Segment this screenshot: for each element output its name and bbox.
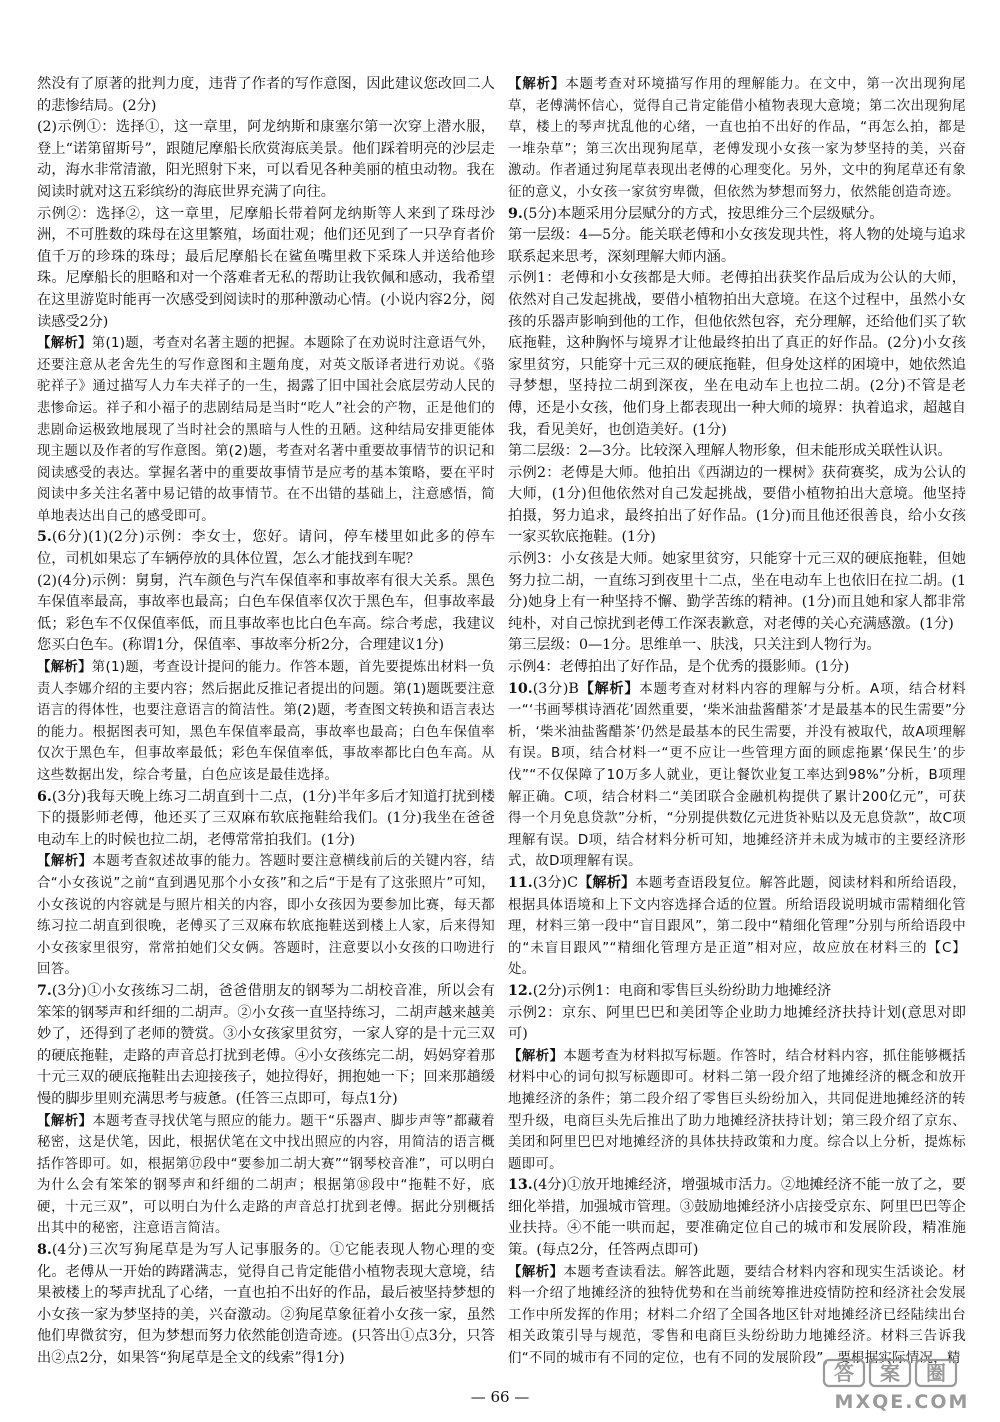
analysis-tag: 【解析】 <box>37 1113 93 1129</box>
paragraph-text: 本题考查为材料拟写标题。作答时，结合材料内容，抓住能够概括材料中心的词句拟写标题即可。材料二第一段介绍了地摊经济的概念和放开地摊经济的条件；第二段介绍了零售巨头纷纷加入，共同促进地摊经济的转型升级，电商巨头先后推出了助力地摊经济扶持计划；第三段介绍了京东、美团和阿里巴巴对地摊经济的具体扶持政策和力度。综合以上分析，提炼标题即可。 <box>508 1048 967 1172</box>
question-number: 12. <box>508 982 533 999</box>
answer-paragraph <box>508 1003 966 1046</box>
paragraph-text: (6分)(1)(2分)示例：李女士，您好。请问，停车楼里如此多的停车位，司机如果忘了车辆停放的具体位置，怎么才能找到车呢？ <box>37 529 495 568</box>
svg-text:案: 案 <box>880 1361 900 1385</box>
svg-text:MXQE.COM: MXQE.COM <box>834 1391 970 1413</box>
answer-item <box>508 204 966 226</box>
answer-paragraph <box>508 635 966 657</box>
paragraph-text: 本题考查读看法。解答此题，要结合材料内容和现实生活谈论。材料一介绍了地摊经济的独特优势和在当前统筹推进疫情防控和经济社会发展工作中所发挥的作用；材料二介绍了全国各地区针对地摊经济已经陆续出台相关政策引导与规范，零售和电商巨头纷纷助力地摊经济。材料三告诉我们“不同的城市有不同的定位，也有不同的发展阶段”，要根据实际情况，精 <box>508 1264 967 1367</box>
question-number: 7. <box>37 982 52 999</box>
paragraph-text: 本题考查寻找伏笔与照应的能力。题干“乐器声、脚步声等”都藏着秘密，这是伏笔，因此，根据伏笔在文中找出照应的内容，用简洁的语言概括作答即可。如，根据第⑰段中“要参加二胡大赛”“钢琴校音准”，可以明白为什么会有笨笨的钢琴声和纤细的二胡声；根据第⑱段中“拖鞋不好，底硬，十元三双”，可以明白为什么走路的声音总打扰到老傅。据此分别概括出其中的秘密，注意语言简洁。 <box>37 1113 495 1237</box>
analysis-tag: 【解析】 <box>508 1264 564 1280</box>
paragraph-text: (2分)示例1：电商和零售巨头纷纷助力地摊经济 <box>532 982 832 999</box>
answer-paragraph <box>37 117 495 203</box>
answer-paragraph <box>37 74 495 117</box>
answer-paragraph <box>508 268 966 441</box>
paragraph-text: (3分)①小女孩练习二胡，爸爸借朋友的钢琴为二胡校音准，所以会有笨笨的钢琴声和纤细的二胡声。②小女孩一直坚持练习，二胡声越来越美妙了，还得到了老师的赞赏。③小女孩家里贫穷，一家人穿的是十元三双的硬底拖鞋，走路的声音总打扰到老傅。④小女孩练完二胡，妈妈穿着那十元三双的硬底拖鞋出去迎接孩子，她拉得好，拥抱她一下；回来那趟缓慢的脚步里则充满思考与疲惫。(任答三点即可，每点1分) <box>37 982 495 1107</box>
question-number: 11. <box>508 874 533 891</box>
question-number: 10. <box>508 680 533 697</box>
answer-item <box>37 787 495 852</box>
paragraph-text: 第(1)题，考查设计提问的能力。作答本题，首先要提炼出材料一负责人李娜介绍的主要内容；然后据此反推记者提出的问题。第(1)题既要注意语言的得体性，也要注意语言的简洁性。第(2)题，考查图文转换和语言表达的能力。根据图表可知，黑色车保值率最高，事故率也最高；白色车保值率仅次于黑色车，但事故率最低；彩色车保值率低，事故率都比白色车高。从这些数据出发，综合考量，白色应该是最佳选择。 <box>37 660 496 783</box>
paragraph-text: 本题考查叙述故事的能力。答题时要注意横线前后的关键内容，结合“小女孩说”之前“直到遇见那个小女孩”和之后“于是有了这张照片”可知，小女孩说的内容就是与照片相关的内容，即小女孩因为要参加比赛，每天都练习拉二胡直到很晚，老傅买了三双麻布软底拖鞋送到楼上人家，后来得知小女孩家里很穷，常常拍她们父女俩。答题时，注意要以小女孩的口吻进行回答。 <box>37 854 496 978</box>
paragraph-text: 第二层级：2—3分。比较深入理解人物形象，但未能形成关联性认识。 <box>508 443 952 460</box>
answer-item <box>37 1240 495 1370</box>
analysis-paragraph <box>37 657 495 787</box>
answer-item <box>508 679 966 873</box>
analysis-paragraph <box>37 1111 495 1241</box>
question-number: 8. <box>37 1242 52 1259</box>
answer-paragraph <box>37 571 495 657</box>
paragraph-text: (4分)①放开地摊经济，增强城市活力。②地摊经济不能一放了之，要细化举措，加强城市管理。③鼓励地摊经济小店接受京东、阿里巴巴等企业扶持。④不能一哄而起，要准确定位自己的城市和发展阶段，精准施策。(每点2分，任答两点即可) <box>508 1177 966 1259</box>
answer-paragraph <box>508 441 966 463</box>
analysis-tag: 【解析】 <box>37 660 92 676</box>
paragraph-text: 本题考查语段复位。解答此题，阅读材料和所给语段，根据具体语境和上下文内容选择合适的位置。所给语段说明城市需精细化管理，材料三第一段中“盲目跟风”，第二段中“精细化管理”分别与所给语段中的“未盲目跟风”“精细化管理方是正道”相对应，故应放在材料三的【C】处。 <box>508 875 967 978</box>
paragraph-text: 示例4：老傅拍出了好作品，是个优秀的摄影师。(1分) <box>508 659 850 676</box>
analysis-paragraph <box>37 333 495 527</box>
paragraph-text: 示例2：老傅是大师。他拍出《西湖边的一棵树》获荷赛奖，成为公认的大师，(1分)但他依然对自己发起挑战，要借小植物拍出大意境。他坚持拍摄，努力追求，最终拍出了好作品。(1分)而且他还很善良，给小女孩一家买软底拖鞋。(1分) <box>508 464 966 546</box>
paragraph-text: 示例2：京东、阿里巴巴和美团等企业助力地摊经济扶持计划(意思对即可) <box>508 1004 966 1043</box>
answer-choice: (3分)C <box>532 874 579 891</box>
paragraph-text: (4分)三次写狗尾草是为写人记事服务的。①它能表现人物心理的变化。老傅从一开始的踌躇满志，觉得自己肯定能借小植物表现大意境，结果被楼上的琴声扰乱了心绪，一直也拍不出好的作品，最后被坚持梦想的小女孩一家为梦坚持的美，兴奋激动。②狗尾草象征着小女孩一家，虽然他们卑微贫穷，但为梦想而努力依然能创造奇迹。(只答出①点3分，只答出②点2分，如果答“狗尾草是全文的线索”得1分) <box>37 1242 495 1367</box>
analysis-tag: 【解析】 <box>578 680 640 697</box>
analysis-tag: 【解析】 <box>508 77 566 92</box>
paragraph-text: 本题考查对材料内容的理解与分析。A项，结合材料一“‘书画琴棋诗酒花’固然重要，‘柴米油盐酱醋茶’才是最基本的民生需要”分析，‘柴米油盐酱醋茶’仍然是最基本的民生需要，并没有被取代，故A项理解有误。B项，结合材料一“更不应让一些管理方面的顾虑拖累‘保民生’的步伐”“不仅保障了10万多人就业，更让餐饮业复工率达到98%”分析，B项理解正确。C项，结合材料二“美团联合金融机构提供了累计200亿元”，可获得一个月免息贷款”分析，“分别提供数亿元进货补贴以及无息贷款”，故C项理解有误。D项，结合材料分析可知，地摊经济并未成为城市的主要经济形式，故D项理解有误。 <box>508 681 966 870</box>
analysis-paragraph <box>508 1262 966 1370</box>
question-number: 9. <box>508 205 523 222</box>
answer-paragraph <box>37 204 495 334</box>
paragraph-text: (2)(4分)示例：舅舅，汽车颜色与汽车保值率和事故率有很大关系。黑色车保值率最高，事故率也最高；白色车保值率仅次于黑色车，但事故率最低；彩色车不仅保值率低，而且事故率也比白色车高。综合考虑，我建议您买白色车。(称谓1分，保值率、事故率分析2分，合理建议1分) <box>37 572 495 654</box>
answer-paragraph <box>508 549 966 635</box>
paragraph-text: 示例3：小女孩是大师。她家里贫穷，只能穿十元三双的硬底拖鞋，但她努力拉二胡，一直练习到夜里十二点，坐在电动车上也依旧在拉二胡。(1分)她身上有一种坚持不懈、勤学苦练的精神。(1分)而且她和家人都非常纯朴，对自己惊扰到老傅工作深表歉意，对老傅的关心充满感激。(1分) <box>508 551 966 632</box>
question-number: 5. <box>37 529 52 546</box>
answer-item <box>37 981 495 1111</box>
left-column <box>37 74 495 1370</box>
answer-paragraph <box>508 225 966 268</box>
answer-item <box>508 873 966 981</box>
answer-item <box>37 527 495 570</box>
analysis-paragraph <box>508 74 966 204</box>
analysis-paragraph <box>508 1046 966 1176</box>
paragraph-text: 第一层级：4—5分。能关联老傅和小女孩发现共性，将人物的处境与追求联系起来思考，深刻理解大师内涵。 <box>508 227 966 265</box>
svg-text:答: 答 <box>834 1361 854 1385</box>
answer-choice: (3分)B <box>532 680 579 697</box>
paragraph-text: (5分)本题采用分层赋分的方式，按思维分三个层级赋分。 <box>522 205 884 222</box>
answer-item <box>508 1175 966 1261</box>
answer-paragraph <box>508 657 966 679</box>
analysis-tag: 【解析】 <box>508 1048 564 1064</box>
paragraph-text: (2)示例①：选择①，这一章里，阿龙纳斯和康塞尔第一次穿上潜水服，登上“诺第留斯号”，跟随尼摩船长欣赏海底美景。他们踩着明亮的沙层走动，海水非常清澈，阳光照射下来，可以看见各种美丽的植虫动物。我在阅读时就对这五彩缤纷的海底世界充满了向往。 <box>37 119 495 200</box>
right-column <box>508 74 966 1370</box>
paragraph-text: 本题考查对环境描写作用的理解能力。在文中，第一次出现狗尾草，老傅满怀信心，觉得自己肯定能借小植物表现大意境；第二次出现狗尾草，楼上的琴声扰乱他的心绪，一直也拍不出好的作品，“再怎么拍，都是一堆杂草”；第三次出现狗尾草，老傅发现小女孩一家为梦坚持的美，兴奋激动。作者通过狗尾草表现出老傅的心理变化。另外，文中的狗尾草还有象征的意义，小女孩一家贫穷卑微，但依然为梦想而努力，依然能创造奇迹。 <box>508 77 967 200</box>
paragraph-text: 示例1：老傅和小女孩都是大师。老傅拍出获奖作品后成为公认的大师，依然对自己发起挑战，要借小植物拍出大意境。在这个过程中，虽然小女孩的乐器声影响到他的工作，但他依然包容，充分理解，还给他们买了软底拖鞋，这种胸怀与境界才让他最终拍出了真正的好作品。(2分)小女孩家里贫穷，只能穿十元三双的硬底拖鞋，但身处这样的困境中，她依然追寻梦想，坚持拉二胡到深夜，坐在电动车上也拉二胡。(2分)不管是老傅，还是小女孩，他们身上都表现出一种大师的境界：执着追求，超越自我，看见美好，也创造美好。(1分) <box>508 270 966 438</box>
question-number: 6. <box>37 788 52 805</box>
svg-text:圈: 圈 <box>926 1361 946 1385</box>
paragraph-text: 第三层级：0—1分。思维单一、肤浅，只关注到人物行为。 <box>508 637 881 654</box>
analysis-tag: 【解析】 <box>37 854 93 870</box>
paragraph-text: 然没有了原著的批判力度，违背了作者的写作意图，因此建议您改回二人的悲惨结局。(2分) <box>37 76 495 114</box>
answer-paragraph <box>508 463 966 549</box>
answer-item <box>508 981 966 1003</box>
paragraph-text: (3分)我每天晚上练习二胡直到十二点，(1分)半年多后才知道打扰到楼下的摄影师老傅，他还买了三双麻布软底拖鞋给我们。(1分)我坐在爸爸电动车上的时候也拉二胡，老傅常常拍我们。(1分) <box>37 788 495 848</box>
paragraph-text: 示例②：选择②，这一章里，尼摩船长带着阿龙纳斯等人来到了珠母沙洲，不可胜数的珠母在这里繁殖，场面壮观；他们还见到了一只孕育者价值千万的珍珠的珠母；最后尼摩船长在鲨鱼嘴里救下采珠人并送给他珍珠。尼摩船长的胆略和对一个落难者无私的帮助让我钦佩和感动，我希望在这里游览时能再一次感受到阅读时的那种激动心情。(小说内容2分，阅读感受2分) <box>37 205 495 330</box>
analysis-paragraph <box>37 851 495 981</box>
watermark-logo <box>818 1356 986 1414</box>
analysis-tag: 【解析】 <box>37 336 92 352</box>
paragraph-text: 第(1)题，考查对名著主题的把握。本题除了在劝说时注意语气外，还要注意从老舍先生的写作意图和主题角度，对英文版译者进行劝说。《骆驼祥子》通过描写人力车夫祥子的一生，揭露了旧中国社会底层劳动人民的悲惨命运。祥子和小福子的悲剧结局是当时“吃人”社会的产物，正是他们的悲剧命运极致地展现了当时社会的黑暗与人性的丑陋。这种结局安排更能体现主题以及作者的写作意图。第(2)题，考查对名著中重要故事情节的识记和阅读感受的表达。掌握名著中的重要故事情节是应考的基本策略，要在平时阅读中多关注名著中易记错的故事情节。在不出错的基础上，注意感悟，简单地表达出自己的感受即可。 <box>37 336 496 524</box>
question-number: 13. <box>508 1177 533 1194</box>
analysis-tag: 【解析】 <box>578 874 636 891</box>
page-number: — 66 — <box>470 1388 530 1406</box>
